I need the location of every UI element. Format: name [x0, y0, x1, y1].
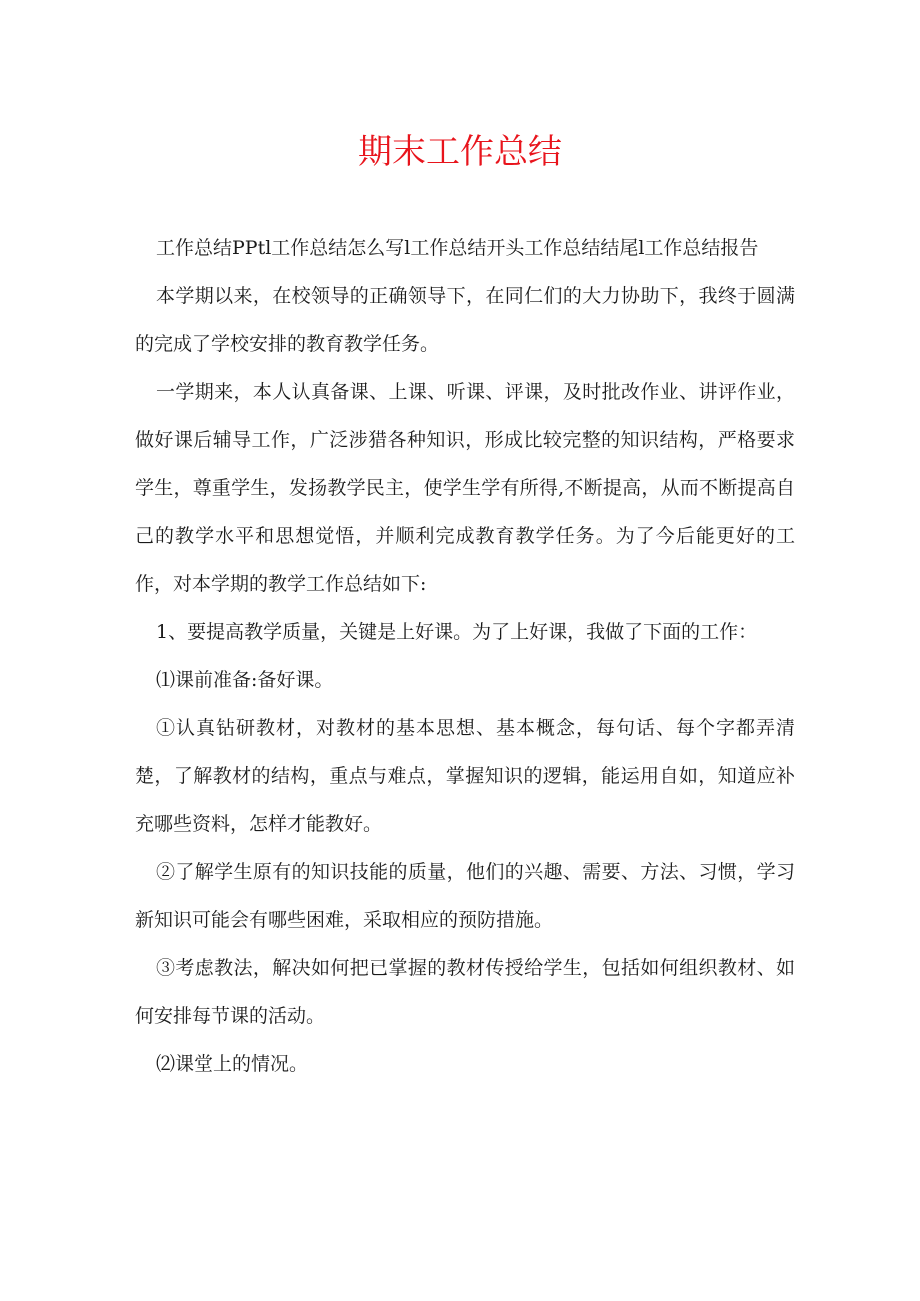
paragraph-subpoint-1: ⑴课前准备:备好课。 [156, 669, 334, 691]
paragraph-item-1: ①认真钻研教材，对教材的基本思想、基本概念，每句话、每个字都弄清楚，了解教材的结构，重点与难点，掌握知识的逻辑，能运用自如，知道应补充哪些资料，怎样才能教好。 [135, 717, 795, 835]
paragraph-item-3: ③考虑教法，解决如何把已掌握的教材传授给学生，包括如何组织教材、如何安排每节课的活动。 [135, 957, 795, 1027]
paragraph-point-1: 1、要提高教学质量，关键是上好课。为了上好课，我做了下面的工作： [156, 621, 758, 643]
paragraph-item-2: ②了解学生原有的知识技能的质量，他们的兴趣、需要、方法、习惯，学习新知识可能会有哪些困难，采取相应的预防措施。 [135, 861, 795, 931]
document-title: 期末工作总结 [358, 132, 562, 172]
document-body [135, 224, 795, 1088]
paragraph-keywords: 工作总结PPtl工作总结怎么写l工作总结开头工作总结结尾l工作总结报告 [156, 237, 759, 259]
paragraph-intro: 本学期以来，在校领导的正确领导下，在同仁们的大力协助下，我终于圆满的完成了学校安排的教育教学任务。 [135, 285, 795, 355]
paragraph-overview: 一学期来，本人认真备课、上课、听课、评课，及时批改作业、讲评作业，做好课后辅导工作，广泛涉猎各种知识，形成比较完整的知识结构，严格要求学生，尊重学生，发扬教学民主，使学生学有所得,不断提高，从而不断提高自己的教学水平和思想觉悟，并顺利完成教育教学任务。为了今后能更好的工作，对本学期的教学工作总结如下: [135, 381, 795, 595]
paragraph-subpoint-2: ⑵课堂上的情况。 [156, 1053, 309, 1075]
